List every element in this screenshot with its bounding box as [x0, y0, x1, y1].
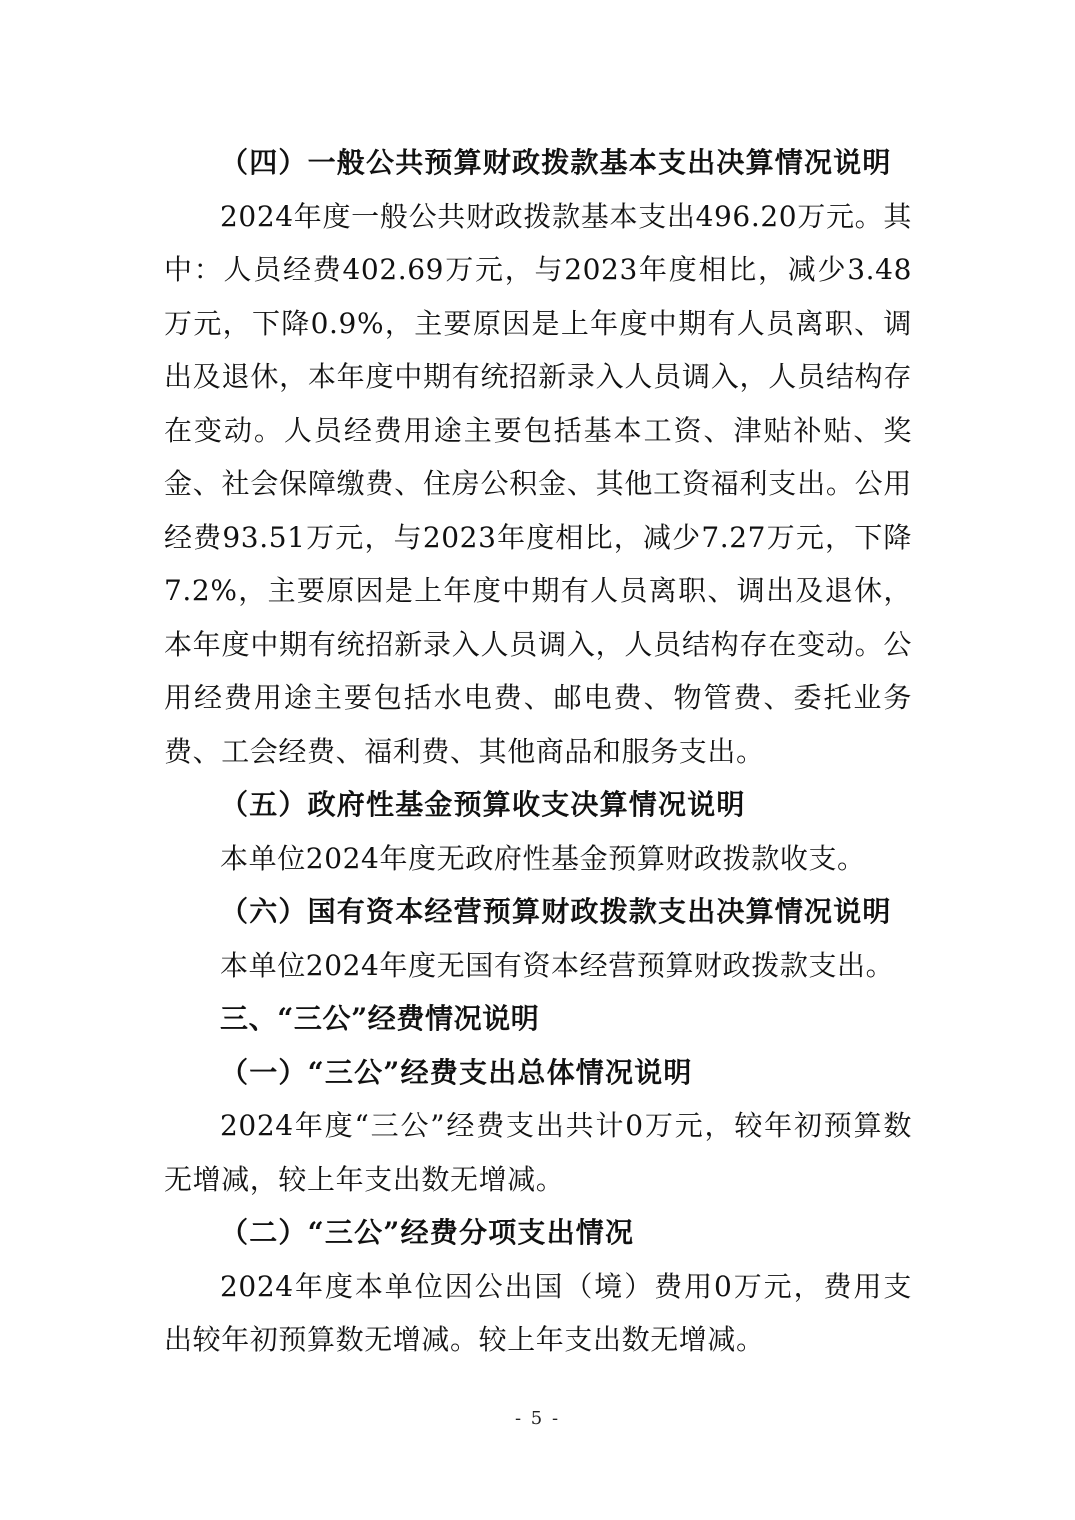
part-3-section-2-paragraph: 2024年度本单位因公出国（境）费用0万元，费用支出较年初预算数无增减。较上年支出数无增减。: [164, 1269, 912, 1356]
section-6-paragraph: 本单位2024年度无国有资本经营预算财政拨款支出。: [220, 948, 895, 982]
section-6-heading: （六）国有资本经营预算财政拨款支出决算情况说明: [220, 895, 892, 928]
part-3-heading: 三、“三公”经费情况说明: [220, 1002, 540, 1035]
part-3-section-1-heading: （一）“三公”经费支出总体情况说明: [220, 1055, 693, 1089]
section-4-heading: （四）一般公共预算财政拨款基本支出决算情况说明: [220, 146, 892, 179]
document-body: [164, 136, 912, 1367]
section-5-heading: （五）政府性基金预算收支决算情况说明: [220, 788, 746, 821]
section-4-paragraph: 2024年度一般公共财政拨款基本支出496.20万元。其中：人员经费402.69万元，与2023年度相比，减少3.48万元，下降0.9%，主要原因是上年度中期有人员离职、调出及退休，本年度中期有统招新录入人员调入，人员结构存在变动。人员经费用途主要包括基本工资、津贴补贴、奖金、社会保障缴费、住房公积金、其他工资福利支出。公用经费93.51万元，与2023年度相比，减少7.27万元，下降7.2%，主要原因是上年度中期有人员离职、调出及退休，本年度中期有统招新录入人员调入，人员结构存在变动。公用经费用途主要包括水电费、邮电费、物管费、委托业务费、工会经费、福利费、其他商品和服务支出。: [164, 199, 912, 768]
page-number: - 5 -: [514, 1408, 561, 1429]
part-3-section-1-paragraph: 2024年度“三公”经费支出共计0万元，较年初预算数无增减，较上年支出数无增减。: [164, 1109, 912, 1196]
part-3-section-2-heading: （二）“三公”经费分项支出情况: [220, 1216, 635, 1249]
section-5-paragraph: 本单位2024年度无政府性基金预算财政拨款收支。: [220, 841, 866, 875]
